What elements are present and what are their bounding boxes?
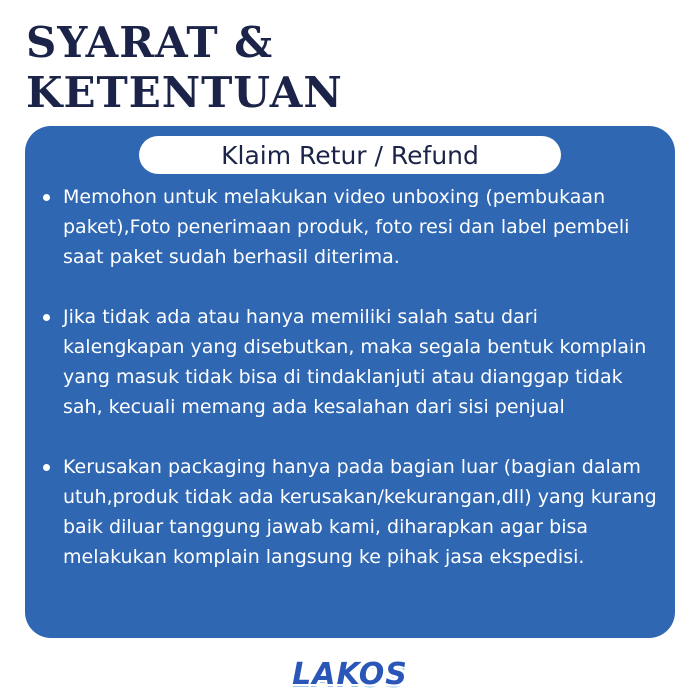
page-title (26, 18, 343, 118)
list-item-text: Memohon untuk melakukan video unboxing (pembukaan paket),Foto penerimaan produk, foto resi dan label pembeli saat paket sudah berhasil diterima. (63, 186, 630, 268)
brand-logo-text: LAKOS (292, 656, 408, 692)
list-item-text: Jika tidak ada atau hanya memiliki salah satu dari kalengkapan yang disebutkan, maka segala bentuk komplain yang masuk tidak bisa di tindaklanjuti atau dianggap tidak sah, kecuali memang ada kesalahan dari sisi penjual (63, 306, 647, 418)
title-line-1: SYARAT & (26, 18, 274, 67)
list-item (39, 302, 665, 422)
list-item (39, 182, 665, 272)
terms-list (39, 182, 665, 602)
list-item (39, 452, 665, 572)
bullet-icon (43, 194, 50, 201)
section-heading: Klaim Retur / Refund (139, 136, 561, 174)
bullet-icon (43, 464, 50, 471)
title-line-2: KETENTUAN (26, 68, 343, 117)
list-item-text: Kerusakan packaging hanya pada bagian luar (bagian dalam utuh,produk tidak ada kerusakan/kekurangan,dll) yang kurang baik diluar tanggung jawab kami, diharapkan agar bisa melakukan komplain langsung ke pihak jasa ekspedisi. (63, 456, 657, 568)
bullet-icon (43, 314, 50, 321)
brand-logo (284, 654, 416, 694)
terms-panel (25, 126, 675, 638)
